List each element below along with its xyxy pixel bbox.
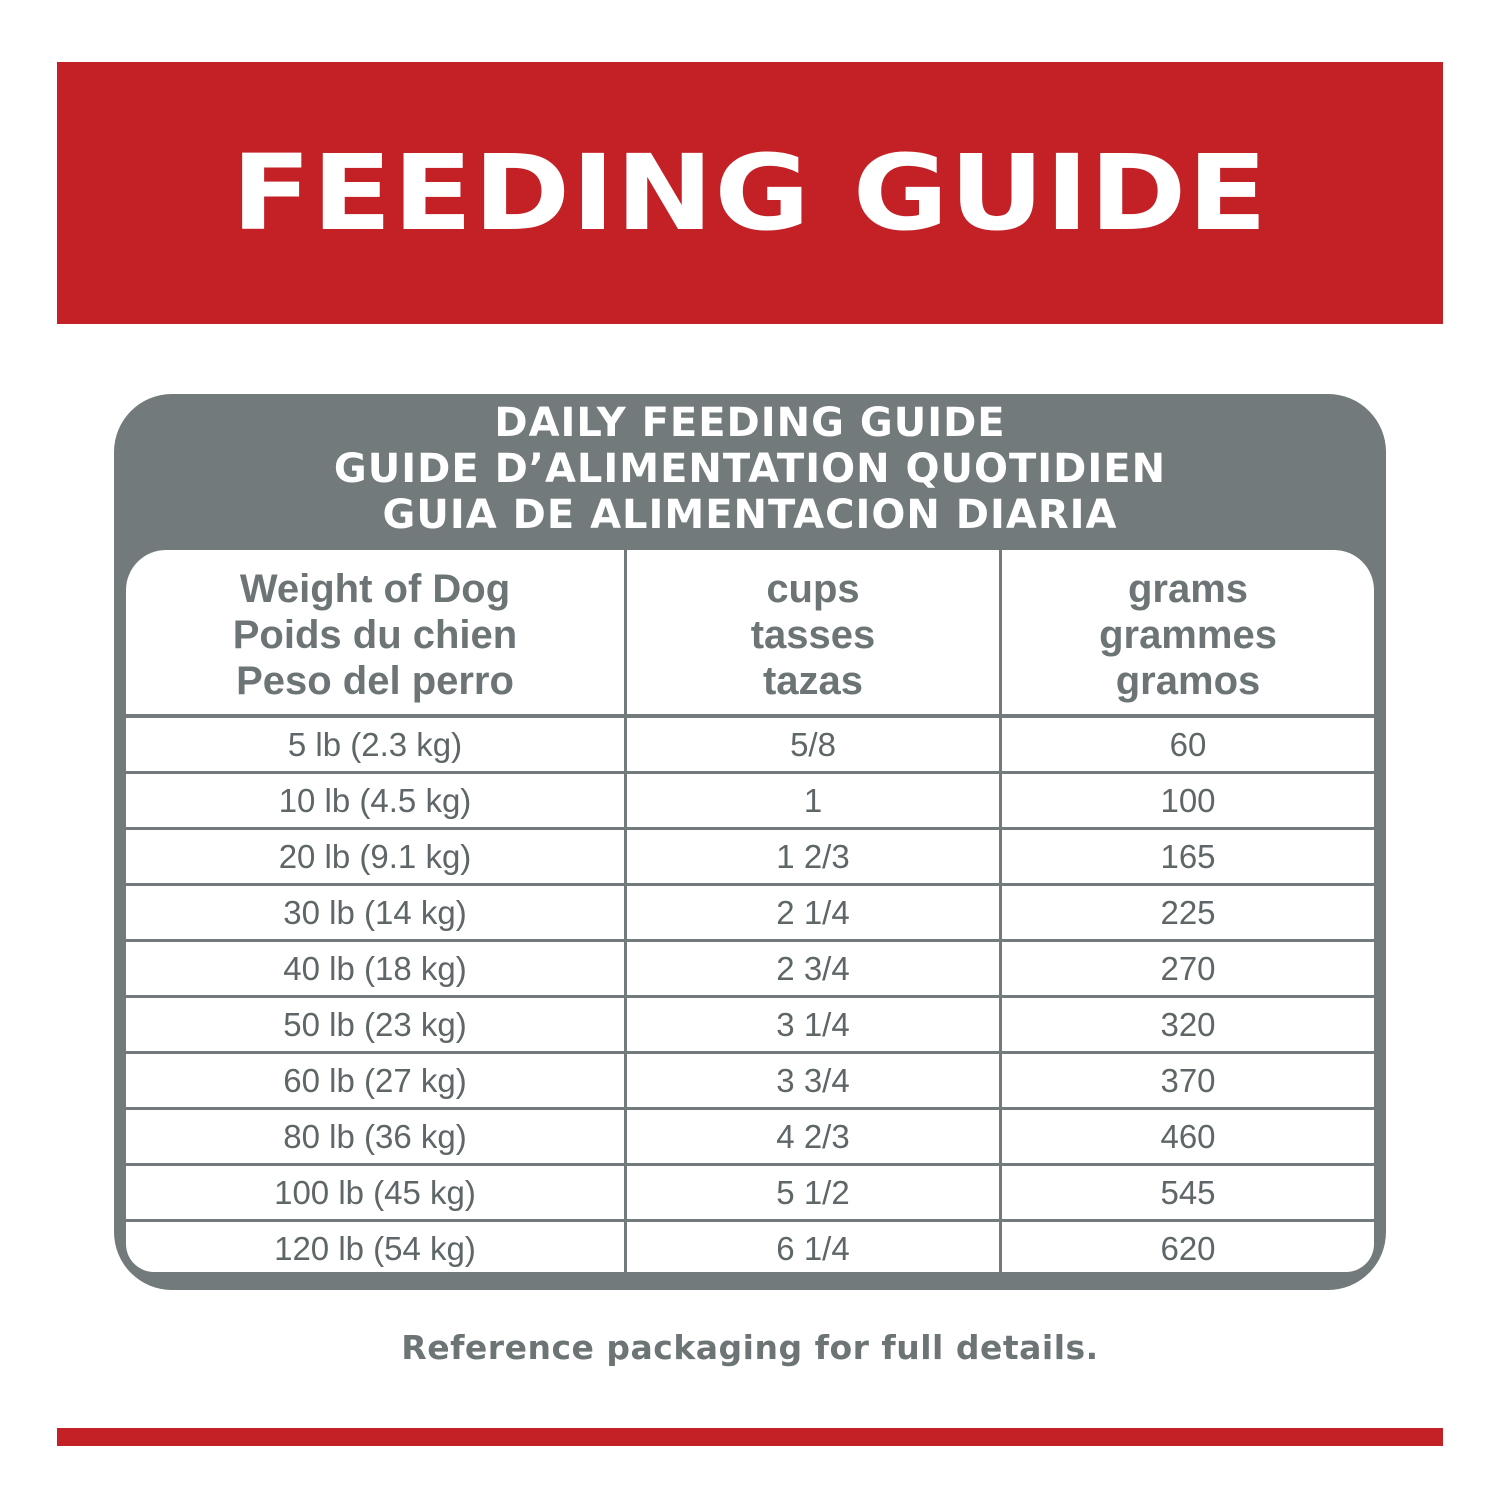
table-row	[126, 718, 1374, 774]
guide-title	[114, 400, 1386, 538]
guide-title-french: GUIDE D’ALIMENTATION QUOTIDIEN	[333, 446, 1167, 492]
table-row	[126, 886, 1374, 942]
footnote: Reference packaging for full details.	[401, 1328, 1099, 1367]
header-cups	[627, 566, 999, 704]
grams-cell: 320	[1160, 1005, 1216, 1043]
table-row	[126, 1054, 1374, 1110]
weight-cell: 50 lb (23 kg)	[283, 1005, 467, 1043]
header-grams-es: gramos	[1115, 659, 1261, 703]
header-cups-en: cups	[766, 567, 860, 611]
column-divider	[999, 550, 1002, 1272]
cups-cell: 1 2/3	[776, 837, 850, 875]
grams-cell: 225	[1160, 893, 1216, 931]
weight-cell: 10 lb (4.5 kg)	[278, 781, 472, 819]
weight-cell: 40 lb (18 kg)	[283, 949, 467, 987]
cups-cell: 3 3/4	[776, 1061, 850, 1099]
table-row	[126, 942, 1374, 998]
header-weight-en: Weight of Dog	[239, 567, 511, 611]
header-grams	[1002, 566, 1374, 704]
weight-cell: 80 lb (36 kg)	[283, 1117, 467, 1155]
weight-cell: 100 lb (45 kg)	[274, 1173, 476, 1211]
header-weight	[126, 566, 624, 704]
grams-cell: 620	[1160, 1229, 1216, 1267]
daily-feeding-guide-panel	[114, 394, 1386, 1290]
table-row	[126, 1110, 1374, 1166]
grams-cell: 60	[1169, 725, 1207, 763]
bottom-accent-bar	[57, 1428, 1443, 1446]
grams-cell: 165	[1160, 837, 1216, 875]
table-header-row	[126, 550, 1374, 718]
cups-cell: 5 1/2	[776, 1173, 850, 1211]
cups-cell: 2 3/4	[776, 949, 850, 987]
table-row	[126, 1166, 1374, 1222]
header-weight-es: Peso del perro	[236, 659, 514, 703]
cups-cell: 4 2/3	[776, 1117, 850, 1155]
grams-cell: 460	[1160, 1117, 1216, 1155]
table-row	[126, 774, 1374, 830]
header-cups-es: tazas	[762, 659, 864, 703]
header-weight-fr: Poids du chien	[232, 613, 518, 657]
cups-cell: 2 1/4	[776, 893, 850, 931]
weight-cell: 120 lb (54 kg)	[274, 1229, 476, 1267]
grams-cell: 545	[1160, 1173, 1216, 1211]
cups-cell: 1	[803, 781, 823, 819]
cups-cell: 6 1/4	[776, 1229, 850, 1267]
guide-title-spanish: GUIA DE ALIMENTACION DIARIA	[382, 492, 1118, 538]
table-row	[126, 830, 1374, 886]
table-row	[126, 998, 1374, 1054]
header-grams-en: grams	[1127, 567, 1249, 611]
weight-cell: 20 lb (9.1 kg)	[278, 837, 472, 875]
feeding-guide-banner	[57, 62, 1443, 324]
page-title: FEEDING GUIDE	[231, 132, 1269, 254]
header-grams-fr: grammes	[1099, 613, 1277, 657]
feeding-table	[126, 550, 1374, 1272]
cups-cell: 5/8	[790, 725, 836, 763]
grams-cell: 270	[1160, 949, 1216, 987]
grams-cell: 370	[1160, 1061, 1216, 1099]
cups-cell: 3 1/4	[776, 1005, 850, 1043]
column-divider	[624, 550, 627, 1272]
header-cups-fr: tasses	[750, 613, 876, 657]
weight-cell: 5 lb (2.3 kg)	[287, 725, 463, 763]
weight-cell: 60 lb (27 kg)	[283, 1061, 467, 1099]
table-row	[126, 1222, 1374, 1272]
guide-title-english: DAILY FEEDING GUIDE	[494, 400, 1006, 446]
weight-cell: 30 lb (14 kg)	[283, 893, 467, 931]
grams-cell: 100	[1160, 781, 1216, 819]
